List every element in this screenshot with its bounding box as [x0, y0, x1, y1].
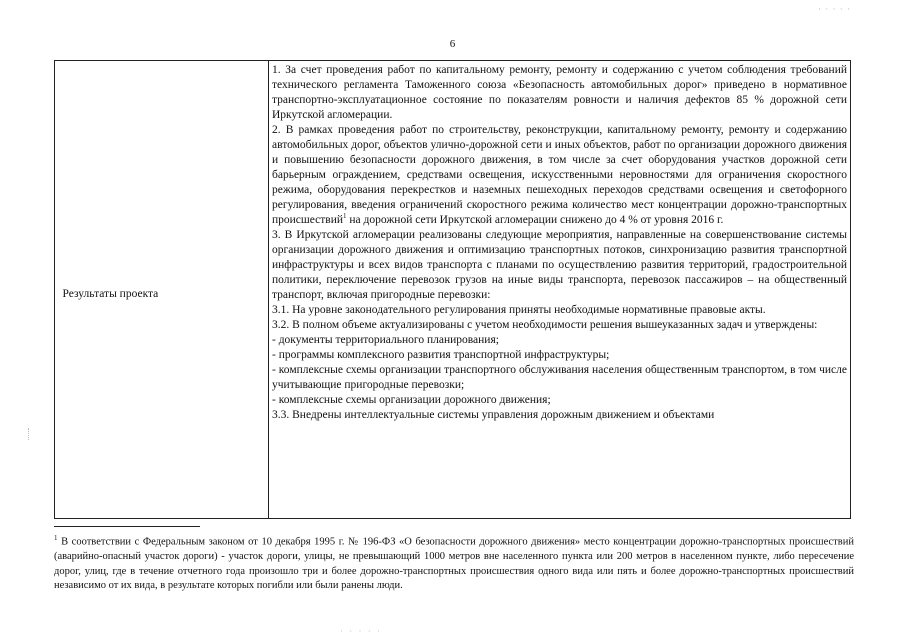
footnote — [54, 531, 854, 594]
result-paragraph-3-3: 3.3. Внедрены интеллектуальные системы управления дорожным движением и объектами — [272, 409, 715, 421]
result-paragraph-3-2: 3.2. В полном объеме актуализированы с учетом необходимости решения вышеуказанных задач и утверждены: — [272, 319, 818, 331]
scan-bottom-marks: · · · · · — [340, 626, 382, 636]
result-paragraph-3: 3. В Иркутской агломерации реализованы следующие мероприятия, направленные на совершенствование системы организации дорожного движения и оптимизацию транспортных потоков, синхронизацию развития транспортной инфраструктуры и всех видов транспорта с планами по осуществлению развития территорий, градостроительной политики, переключение перевозок грузов на иные виды транспорта, перевозок пассажиров – на общественный транспорт, включая пригородные перевозки: — [272, 229, 847, 301]
scan-corner-marks: · · · · · — [818, 4, 851, 14]
result-paragraph-2-tail: на дорожной сети Иркутской агломерации снижено до 4 % от уровня 2016 г. — [346, 214, 724, 226]
result-paragraph-2-text: 2. В рамках проведения работ по строительству, реконструкции, капитальному ремонту, ремонту и содержанию автомобильных дорог, объектов улично-дорожной сети и иных объектов, работ по организации дорожного движения и повышению безопасности дорожного движения, в том числе за счет оборудования участков дорожной сети барьерным ограждением, средствами освещения, искусственными неровностями для ограничения скоростного режима, оборудования перекрестков и наземных пешеходных переходов средствами освещения и светофорного регулирования, введения ограничений скоростного режима количество мест концентрации дорожно-транспортных происшествий — [272, 124, 847, 226]
footnote-divider — [54, 526, 200, 527]
result-paragraph-3-1: 3.1. На уровне законодательного регулирования приняты необходимые нормативные правовые акты. — [272, 304, 766, 316]
scan-edge-mark — [28, 428, 30, 440]
footnote-text: В соответствии с Федеральным законом от 10 декабря 1995 г. № 196-ФЗ «О безопасности дорожного движения» место концентрации дорожно-транспортных происшествий (аварийно-опасный участок дороги) - участок дороги, улицы, не превышающий 1000 метров вне населенного пункта или 200 метров в населенном пункте, либо пересечение дорог, улиц, где в течение отчетного года произошло три и более дорожно-транспортных происшествия одного вида или пять и более дорожно-транспортных происшествий независимо от их вида, в результате которых погибли или были ранены люди. — [54, 536, 854, 591]
results-text — [269, 61, 850, 518]
page-number: 6 — [449, 38, 456, 50]
result-paragraph-2 — [272, 123, 847, 228]
table-row — [55, 61, 851, 519]
footnote-mark: 1 — [54, 534, 58, 542]
list-item: - программы комплексного развития транспортной инфраструктуры; — [272, 349, 610, 361]
label-cell — [55, 61, 269, 519]
footnote-reference: 1 — [343, 212, 347, 221]
row-label: Результаты проекта — [62, 287, 159, 300]
list-item: - документы территориального планирования; — [272, 334, 499, 346]
list-item: - комплексные схемы организации дорожного движения; — [272, 394, 551, 406]
list-item: - комплексные схемы организации транспортного обслуживания населения общественным транспортом, в том числе учитывающие пригородные перевозки; — [272, 364, 847, 391]
result-paragraph-1: 1. За счет проведения работ по капитальному ремонту, ремонту и содержанию с учетом соблюдения требований технического регламента Таможенного союза «Безопасность автомобильных дорог» приведено в нормативное транспортно-эксплуатационное состояние по показателям ровности и наличия дефектов 85 % дорожной сети Иркутской агломерации. — [272, 64, 847, 121]
project-results-table — [54, 60, 851, 519]
content-cell — [269, 61, 851, 519]
